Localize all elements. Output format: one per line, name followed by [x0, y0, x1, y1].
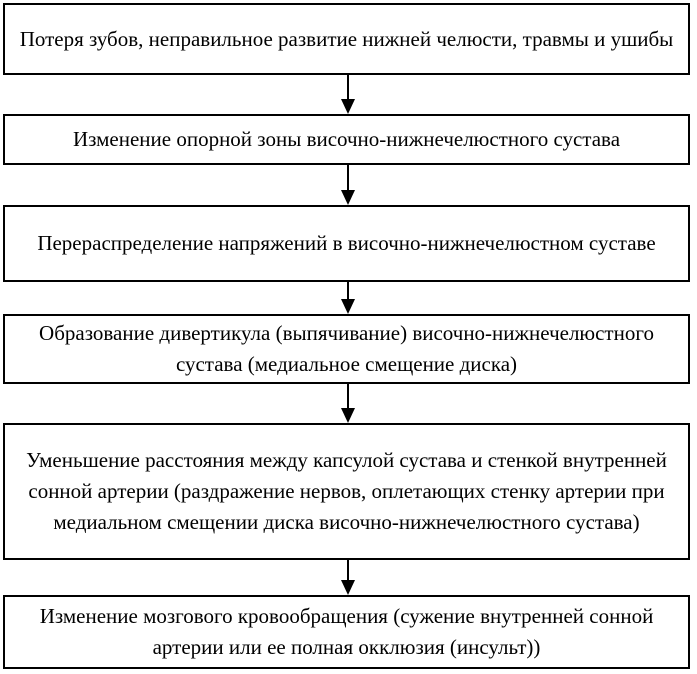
arrow-down-icon: [336, 75, 360, 114]
step-text-1: Потеря зубов, неправильное развитие нижней челюсти, травмы и ушибы: [19, 26, 674, 51]
arrow-down-icon: [336, 165, 360, 205]
step-box-6: [3, 595, 690, 669]
arrow-down-icon: [336, 282, 360, 314]
step-text-6: Изменение мозгового кровообращения (сужение внутренней сонной артерии или ее полная окклюзия (инсульт)): [39, 604, 654, 659]
step-text-4: Образование дивертикула (выпячивание) височно-нижнечелюстного сустава (медиальное смещение диска): [39, 321, 654, 376]
step-box-1: [3, 3, 690, 75]
step-box-5: [3, 423, 690, 560]
arrow-down-icon: [336, 560, 360, 595]
step-box-4: [3, 314, 690, 384]
step-box-2: [3, 114, 690, 165]
step-text-2: Изменение опорной зоны височно-нижнечелюстного сустава: [72, 127, 621, 151]
step-text-5: Уменьшение расстояния между капсулой сустава и стенкой внутренней сонной артерии (раздражение нервов, оплетающих стенку артерии при медиальном смещении диска височно-нижнечелюстного сустава): [26, 448, 667, 534]
step-text-3: Перераспределение напряжений в височно-нижнечелюстном суставе: [37, 231, 656, 255]
arrow-down-icon: [336, 384, 360, 423]
step-box-3: [3, 205, 690, 282]
